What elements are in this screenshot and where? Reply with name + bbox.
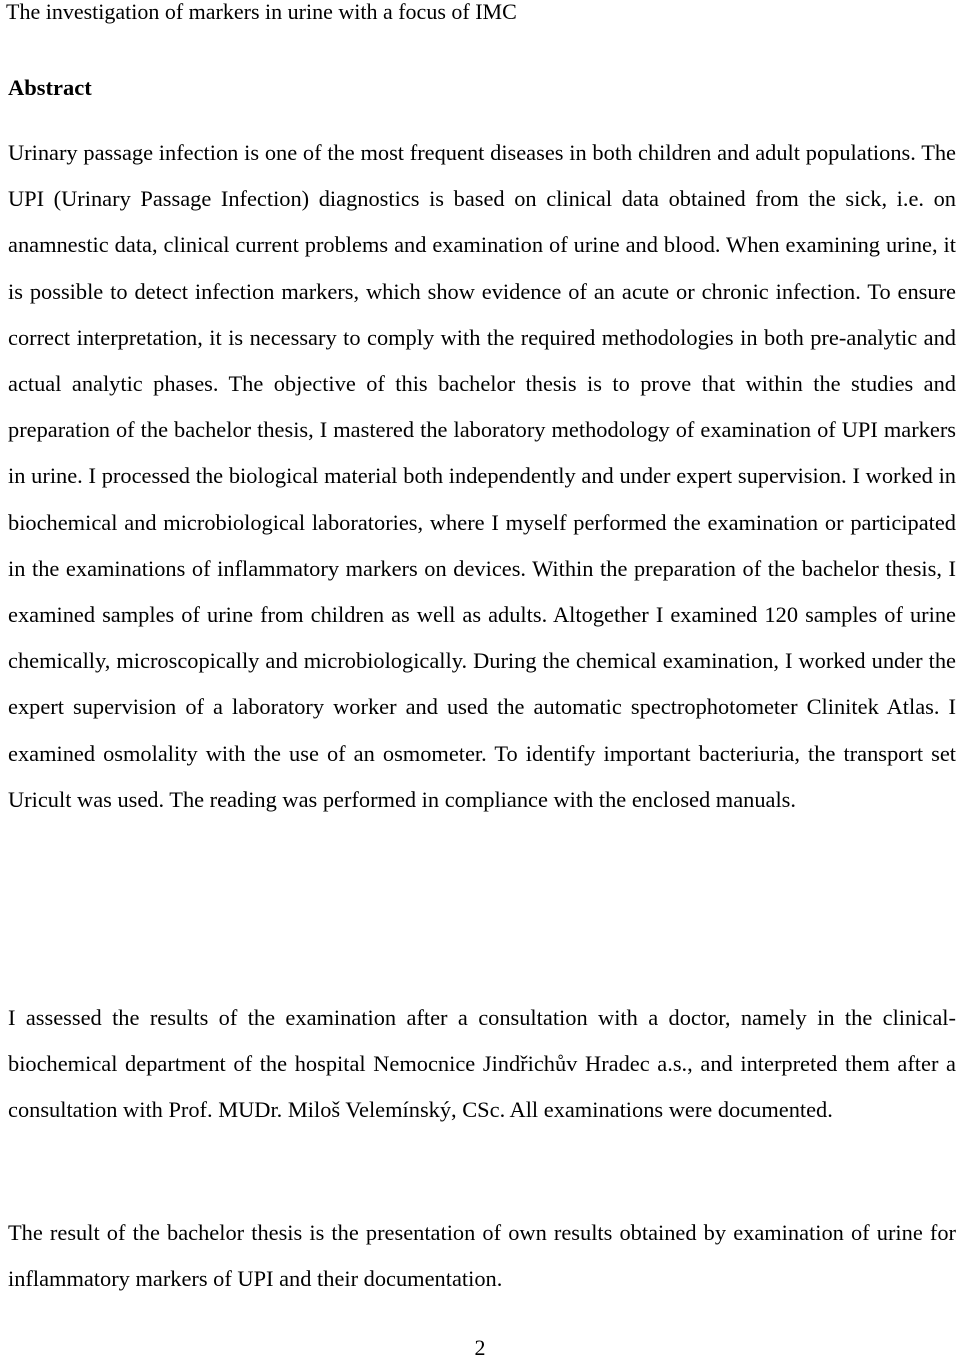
page-number: 2 xyxy=(474,1335,486,1360)
abstract-heading: Abstract xyxy=(8,75,92,100)
abstract-paragraph-1: Urinary passage infection is one of the most frequent diseases in both children and adult populations. The UPI (Urinary Passage Infection) diagnostics is based on clinical data obtained from the sick, i.e. on anamnestic data, clinical current problems and examination of urine and blood. When examining urine, it is possible to detect infection markers, which show evidence of an acute or chronic infection. To ensure correct interpretation, it is necessary to comply with the required methodologies in both pre-analytic and actual analytic phases. The objective of this bachelor thesis is to prove that within the studies and preparation of the bachelor thesis, I mastered the laboratory methodology of examination of UPI markers in urine. I processed the biological material both independently and under expert supervision. I worked in biochemical and microbiological laboratories, where I myself performed the examination or participated in the examinations of inflammatory markers on devices. Within the preparation of the bachelor thesis, I examined samples of urine from children as well as adults. Altogether I examined 120 samples of urine chemically, microscopically and microbiologically. During the chemical examination, I worked under the expert supervision of a laboratory worker and used the automatic spectrophotometer Clinitek Atlas. I examined osmolality with the use of an osmometer. To identify important bacteriuria, the transport set Uricult was used. The reading was performed in compliance with the enclosed manuals. xyxy=(8,140,956,812)
abstract-paragraph-2: I assessed the results of the examination after a consultation with a doctor, namely in the clinical-biochemical department of the hospital Nemocnice Jindřichův Hradec a.s., and interpreted them after a consultation with Prof. MUDr. Miloš Velemínský, CSc. All examinations were documented. xyxy=(8,1005,956,1123)
running-title: The investigation of markers in urine with a focus of IMC xyxy=(6,0,517,24)
abstract-paragraph-3: The result of the bachelor thesis is the presentation of own results obtained by examination of urine for inflammatory markers of UPI and their documentation. xyxy=(8,1220,956,1292)
